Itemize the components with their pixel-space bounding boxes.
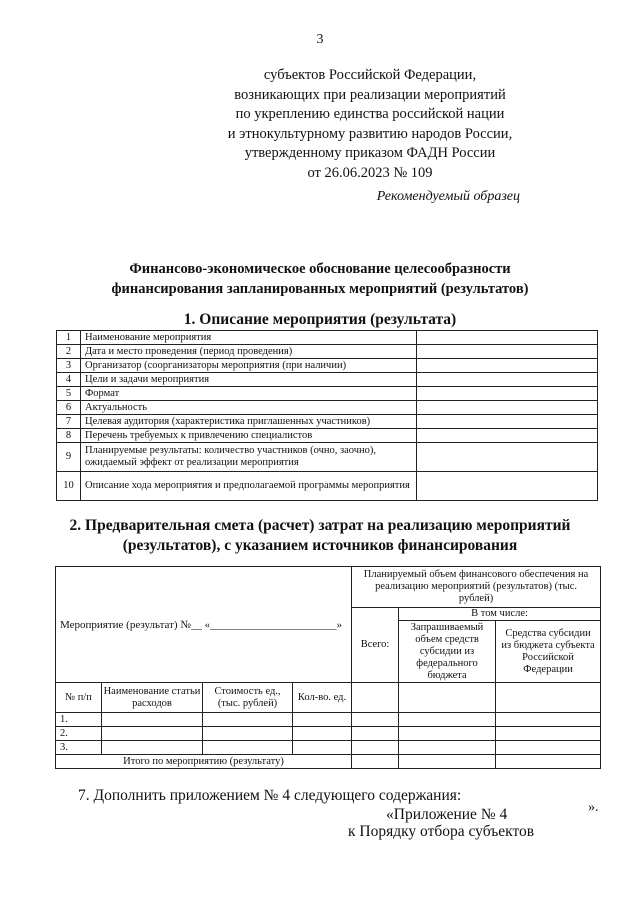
cost-cell[interactable] [203,727,293,741]
header-line: утвержденному приказом ФАДН России [244,145,496,161]
row-value-cell[interactable] [417,415,598,429]
row-value-cell[interactable] [417,345,598,359]
qty-cell[interactable] [293,727,352,741]
row-label: Организатор (соорганизаторы мероприятия (при наличии) [81,359,417,373]
row-value-cell[interactable] [417,472,598,501]
row-label: Перечень требуемых к привлечению специалистов [81,429,417,443]
col-qty-header: Кол-во. ед. [293,683,352,713]
row-number: 3. [56,741,102,755]
name-cell[interactable] [102,741,203,755]
regional-subsidy-header: Средства субсидии из бюджета субъекта Российской Федерации [496,621,601,683]
total-cell[interactable] [352,741,399,755]
table-row [57,331,598,345]
table-row [56,727,601,741]
header-line: по укреплению единства российской нации [235,106,505,122]
table-row [57,415,598,429]
regional-cell[interactable] [496,713,601,727]
section2-line: 2. Предварительная смета (расчет) затрат на реализацию мероприятий [69,517,571,534]
table-row [57,345,598,359]
paragraph-7: 7. Дополнить приложением № 4 следующего содержания: [78,787,462,804]
row-label: Планируемые результаты: количество участников (очно, заочно), ожидаемый эффект от реализации мероприятия [81,443,417,472]
total-cell[interactable] [352,713,399,727]
row-number: 5 [57,387,81,401]
col-cost-header: Стоимость ед., (тыс. рублей) [203,683,293,713]
row-label: Цели и задачи мероприятия [81,373,417,387]
closing-quote: ». [588,800,599,815]
row-label: Наименование мероприятия [81,331,417,345]
total-cell[interactable] [352,755,399,769]
requested-cell[interactable] [399,683,496,713]
name-cell[interactable] [102,727,203,741]
description-table [56,330,598,501]
page-number: 3 [316,32,324,47]
regional-cell[interactable] [496,755,601,769]
row-number: 9 [57,443,81,472]
row-value-cell[interactable] [417,443,598,472]
row-number: 6 [57,401,81,415]
name-cell[interactable] [102,713,203,727]
section2-title [40,516,600,556]
requested-cell[interactable] [399,727,496,741]
regional-cell[interactable] [496,727,601,741]
section1-title: 1. Описание мероприятия (результата) [183,311,457,328]
col-name-header: Наименование статьи расходов [102,683,203,713]
table-row [56,713,601,727]
event-label: Мероприятие (результат) №__ «_______________________» [56,567,352,683]
total-header: Всего: [352,608,399,683]
section2-line: (результатов), с указанием источников финансирования [122,537,518,554]
header-line: возникающих при реализации мероприятий [234,86,506,103]
table-row [56,567,601,608]
row-label: Описание хода мероприятия и предполагаемой программы мероприятия [81,472,417,501]
total-row-label: Итого по мероприятию (результату) [56,755,352,769]
row-value-cell[interactable] [417,359,598,373]
row-value-cell[interactable] [417,429,598,443]
header-line: и этнокультурному развитию народов России, [227,125,513,142]
table-row [57,429,598,443]
budget-table [55,566,601,769]
row-label: Дата и место проведения (период проведения) [81,345,417,359]
row-number: 7 [57,415,81,429]
title-line: Финансово-экономическое обоснование целесообразности [129,261,511,277]
header-line: субъектов Российской Федерации, [263,67,477,83]
header-line: от 26.06.2023 № 109 [307,164,433,181]
qty-cell[interactable] [293,741,352,755]
requested-cell[interactable] [399,713,496,727]
document-title [60,259,580,299]
sample-label: Рекомендуемый образец [376,189,520,204]
row-label: Актуальность [81,401,417,415]
row-number: 1 [57,331,81,345]
regional-cell[interactable] [496,741,601,755]
table-row [57,373,598,387]
planned-volume-header: Планируемый объем финансового обеспечения на реализацию мероприятий (результатов) (тыс. рублей) [352,567,601,608]
table-row [56,755,601,769]
row-value-cell[interactable] [417,401,598,415]
requested-cell[interactable] [399,755,496,769]
table-row [57,472,598,501]
row-value-cell[interactable] [417,387,598,401]
row-number: 2. [56,727,102,741]
table-row [57,443,598,472]
row-number: 3 [57,359,81,373]
total-cell[interactable] [352,683,399,713]
including-header: В том числе: [399,608,601,621]
requested-cell[interactable] [399,741,496,755]
header-block [200,66,540,183]
row-number: 4 [57,373,81,387]
table-row [56,683,601,713]
order-label: к Порядку отбора субъектов [348,823,535,840]
appendix-label: «Приложение № 4 [386,806,508,823]
table-row [57,387,598,401]
row-value-cell[interactable] [417,331,598,345]
regional-cell[interactable] [496,683,601,713]
col-number-header: № п/п [56,683,102,713]
row-label: Формат [81,387,417,401]
table-row [56,741,601,755]
total-cell[interactable] [352,727,399,741]
qty-cell[interactable] [293,713,352,727]
row-number: 1. [56,713,102,727]
table-row [57,401,598,415]
row-number: 8 [57,429,81,443]
row-number: 2 [57,345,81,359]
row-value-cell[interactable] [417,373,598,387]
title-line: финансирования запланированных мероприятий (результатов) [111,281,529,297]
cost-cell[interactable] [203,741,293,755]
row-number: 10 [57,472,81,501]
table-row [57,359,598,373]
row-label: Целевая аудитория (характеристика приглашенных участников) [81,415,417,429]
cost-cell[interactable] [203,713,293,727]
requested-subsidy-header: Запрашиваемый объем средств субсидии из федерального бюджета [399,621,496,683]
